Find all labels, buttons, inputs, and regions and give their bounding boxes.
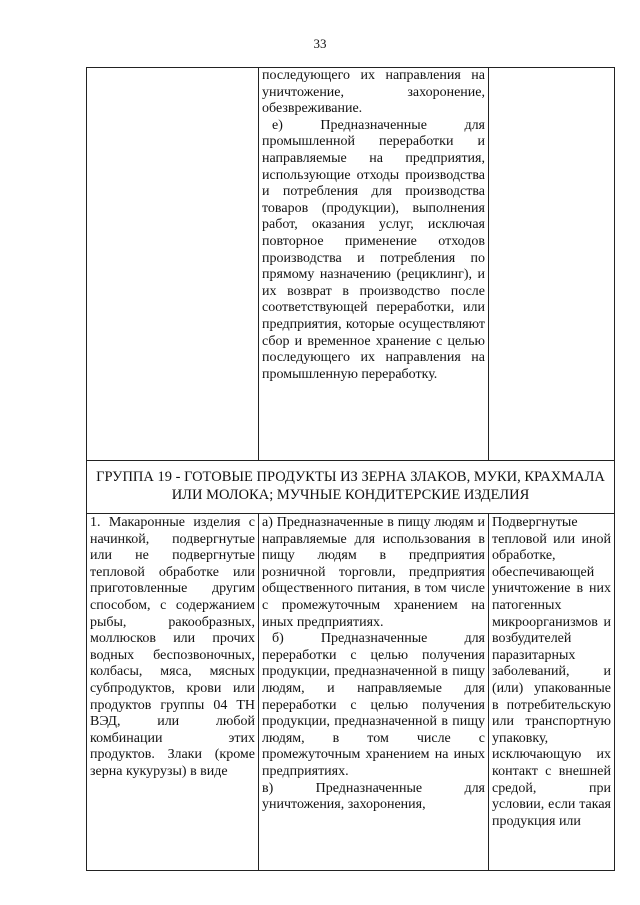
continuation-text: последующего их направления на уничтожение, захоронение, обезвреживание. bbox=[262, 68, 485, 117]
regulation-table bbox=[86, 67, 615, 871]
purpose-a-text: а) Предназначенные в пищу людям и направляемые для использования в пищу людям в предприятия розничной торговли, предприятия общественного питания, в том числе с промежуточным хранением на иных предприятиях. bbox=[262, 515, 485, 630]
group-heading-row bbox=[87, 461, 615, 514]
continuation-conditions-cell bbox=[489, 68, 615, 461]
conditions-text: Подвергнутые тепловой или иной обработке, обеспечивающей уничтожение в них патогенных микроорганизмов и возбудителей паразитарных заболеваний, и (или) упакованные в потребительскую или транспортную упаковку, исключающую их контакт с внешней средой, при условии, если такая продукция или bbox=[492, 515, 611, 829]
product-cell bbox=[87, 514, 259, 871]
group-heading: ГРУППА 19 - ГОТОВЫЕ ПРОДУКТЫ ИЗ ЗЕРНА ЗЛАКОВ, МУКИ, КРАХМАЛА ИЛИ МОЛОКА; МУЧНЫЕ КОНДИТЕРСКИЕ ИЗДЕЛИЯ bbox=[87, 461, 615, 514]
page-number: 33 bbox=[313, 36, 327, 51]
purpose-b-text: б) Предназначенные для переработки с целью получения продукции, предназначенной в пищу людям, и направляемые для переработки с целью получения продукции, предназначенной в пищу людям, в том числе с промежуточным хранением на иных предприятиях. bbox=[262, 631, 485, 779]
product-text: 1. Макаронные изделия с начинкой, подвергнутые или не подвергнутые тепловой обработке или приготовленные другим способом, с содержанием рыбы, ракообразных, моллюсков или прочих водных беспозвоночных, колбасы, мяса, мясных субпродуктов, крови или продуктов группы 04 ТН ВЭД, или любой комбинации этих продуктов. Злаки (кроме зерна кукурузы) в виде bbox=[90, 515, 255, 779]
purpose-v-text: в) Предназначенные для уничтожения, захоронения, bbox=[262, 780, 485, 813]
continuation-product-cell bbox=[87, 68, 259, 461]
table-row bbox=[87, 514, 615, 871]
purpose-cell bbox=[259, 514, 489, 871]
continuation-purpose-cell bbox=[259, 68, 489, 461]
conditions-cell bbox=[489, 514, 615, 871]
continuation-row bbox=[87, 68, 615, 461]
item-e-text: е) Предназначенные для промышленной переработки и направляемые на предприятия, использующие отходы производства и потребления для производства товаров (продукции), выполнения работ, оказания услуг, исключая повторное применение отходов производства и потребления по прямому назначению (рециклинг), и их возврат в производство после соответствующей переработки, или предприятия, которые осуществляют сбор и временное хранение с целью последующего их направления на промышленную переработку. bbox=[262, 117, 485, 382]
